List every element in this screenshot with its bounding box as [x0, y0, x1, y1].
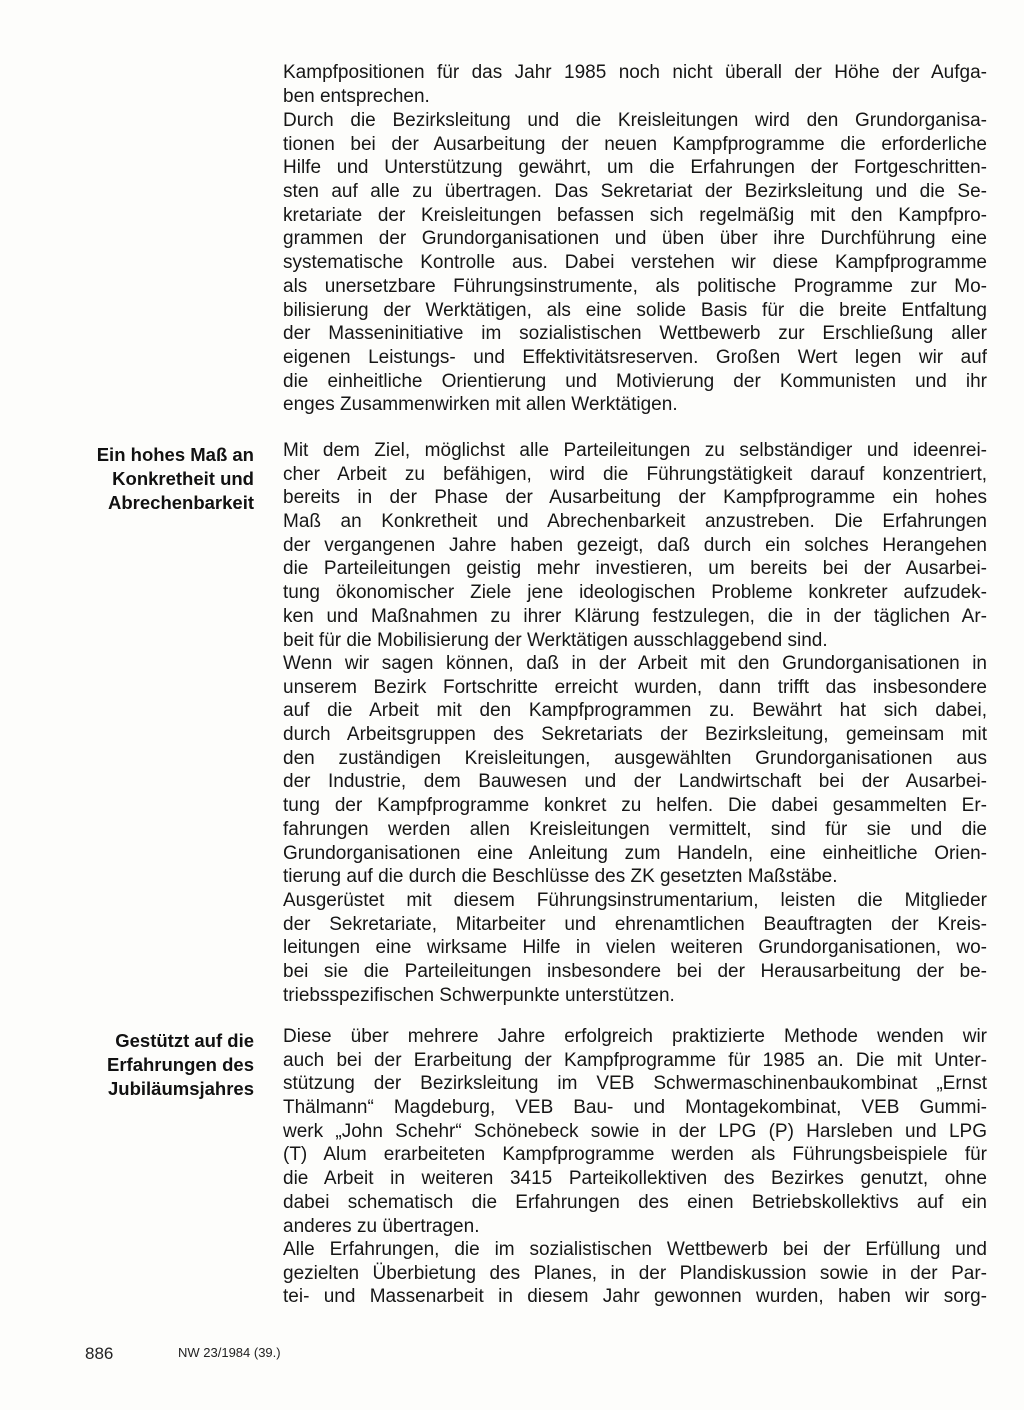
text-line: kretariate der Kreisleitungen befassen sich regelmäßig mit den Kampfpro- [283, 204, 987, 226]
text-line: tei- und Massenarbeit in diesem Jahr gewonnen wurden, haben wir sorg- [283, 1286, 987, 1308]
text-line: den zuständigen Kreisleitungen, ausgewählten Grundorganisationen aus [283, 747, 987, 769]
text-line: Thälmann“ Magdeburg, VEB Bau- und Montagekombinat, VEB Gummi- [283, 1097, 987, 1119]
text-line: bei sie die Parteileitungen insbesondere bei der Herausarbeitung der be- [283, 961, 987, 983]
text-line: tionen bei der Ausarbeitung der neuen Kampfprogramme die erforderliche [283, 133, 987, 155]
text-line: dabei schematisch die Erfahrungen des einen Betriebskollektivs auf ein [283, 1191, 987, 1213]
text-line: Alle Erfahrungen, die im sozialistischen Wettbewerb bei der Erfüllung und [283, 1239, 987, 1260]
text-line: sten auf alle zu übertragen. Das Sekretariat der Bezirksleitung und die Se- [283, 181, 987, 203]
margin-heading-line: Erfahrungen des [107, 1054, 254, 1075]
text-line: der Industrie, dem Bauwesen und der Landwirtschaft bei der Ausarbei- [283, 771, 987, 793]
paragraph-alle-erfahrungen [283, 1238, 987, 1309]
text-line: anderes zu übertragen. [283, 1215, 480, 1237]
text-line: als unersetzbare Führungsinstrumente, als politische Programme zur Mo- [283, 275, 987, 297]
margin-heading-jubilaeumsjahr [60, 1029, 254, 1101]
text-line: tung ökonomischer Ziele jene ideologischen Probleme konkreter aufzudek- [283, 582, 987, 604]
text-line: tierung auf die durch die Beschlüsse des ZK gesetzten Maßstäbe. [283, 866, 838, 888]
text-line: Maß an Konkretheit und Abrechenbarkeit anzustreben. Die Erfahrungen [283, 511, 987, 533]
text-line: gezielten Überbietung des Planes, in der Plandiskussion sowie in der Par- [283, 1262, 987, 1284]
paragraph-ausgeruestet [283, 889, 987, 1007]
margin-heading-konkretheit [60, 443, 254, 515]
text-line: leitungen eine wirksame Hilfe in vielen weiteren Grundorganisationen, wo- [283, 937, 987, 959]
text-line: tung der Kampfprogramme konkret zu helfen. Die dabei gesammelten Er- [283, 795, 987, 817]
text-line: Ausgerüstet mit diesem Führungsinstrumentarium, leisten die Mitglieder [283, 890, 987, 911]
margin-heading-line: Gestützt auf die [115, 1030, 254, 1051]
text-line: Durch die Bezirksleitung und die Kreisleitungen wird den Grundorganisa- [283, 110, 987, 131]
text-line: (T) Alum erarbeiteten Kampfprogramme werden als Führungsbeispiele für [283, 1144, 987, 1166]
text-line: grammen der Grundorganisationen und üben über ihre Durchführung eine [283, 228, 987, 250]
text-line: werk „John Schehr“ Schönebeck sowie in der LPG (P) Harsleben und LPG [283, 1120, 987, 1142]
text-line: die Parteileitungen geistig mehr investieren, um bereits bei der Ausarbei- [283, 558, 987, 580]
margin-heading-line: Ein hohes Maß an [96, 444, 254, 465]
text-line: ken und Maßnahmen zu ihrer Klärung festzulegen, die in der täglichen Ar- [283, 605, 987, 627]
text-line: der Masseninitiative im sozialistischen Wettbewerb zur Erschließung aller [283, 323, 987, 345]
margin-heading-line: Jubiläumsjahres [107, 1078, 254, 1099]
text-line: beit für die Mobilisierung der Werktätigen ausschlaggebend sind. [283, 629, 828, 651]
text-line: eigenen Leistungs- und Effektivitätsreserven. Großen Wert legen wir auf [283, 346, 987, 368]
paragraph-ziel [283, 439, 987, 652]
text-line: enges Zusammenwirken mit allen Werktätigen. [283, 394, 678, 416]
text-line: bilisierung der Werktätigen, als eine solide Basis für die breite Entfaltung [283, 299, 987, 321]
text-line: ben entsprechen. [283, 85, 430, 107]
text-line: die Arbeit in weiteren 3415 Parteikollektiven des Bezirkes genutzt, ohne [283, 1168, 987, 1190]
margin-heading-line: Konkretheit und [112, 468, 254, 489]
text-line: triebsspezifischen Schwerpunkte unterstützen. [283, 984, 675, 1006]
page-footer [85, 1344, 281, 1364]
text-line: auch bei der Erarbeitung der Kampfprogramme für 1985 an. Die mit Unter- [283, 1049, 987, 1071]
issue-reference: NW 23/1984 (39.) [178, 1345, 281, 1360]
text-line: Kampfpositionen für das Jahr 1985 noch nicht überall der Höhe der Aufga- [283, 62, 987, 83]
text-line: bereits in der Phase der Ausarbeitung der Kampfprogramme ein hohes [283, 487, 987, 509]
paragraph-bezirksleitung [283, 109, 987, 417]
margin-heading-line: Abrechenbarkeit [108, 492, 254, 513]
text-line: stützung der Bezirksleitung im VEB Schwermaschinenbaukombinat „Ernst [283, 1073, 987, 1095]
text-line: der Sekretariate, Mitarbeiter und ehrenamtlichen Beauftragten der Kreis- [283, 913, 987, 935]
text-line: fahrungen werden allen Kreisleitungen vermittelt, sind für sie und die [283, 818, 987, 840]
text-line: Mit dem Ziel, möglichst alle Parteileitungen zu selbständiger und ideenrei- [283, 440, 987, 461]
text-line: Grundorganisationen eine Anleitung zum Handeln, eine einheitliche Orien- [283, 842, 987, 864]
text-line: Diese über mehrere Jahre erfolgreich praktizierte Methode wenden wir [283, 1026, 987, 1047]
page-number: 886 [85, 1344, 114, 1363]
paragraph-methode [283, 1025, 987, 1238]
text-line: auf die Arbeit mit den Kampfprogrammen zu. Bewährt hat sich dabei, [283, 700, 987, 722]
text-line: durch Arbeitsgruppen des Sekretariats der Bezirksleitung, gemeinsam mit [283, 724, 987, 746]
text-line: unserem Bezirk Fortschritte erreicht wurden, dann trifft das insbesondere [283, 676, 987, 698]
text-line: systematische Kontrolle aus. Dabei verstehen wir diese Kampfprogramme [283, 252, 987, 274]
text-line: der vergangenen Jahre haben gezeigt, daß durch ein solches Herangehen [283, 534, 987, 556]
paragraph-intro-continuation [283, 61, 987, 108]
paragraph-fortschritte [283, 652, 987, 889]
text-line: cher Arbeit zu befähigen, wird die Führungstätigkeit darauf konzentriert, [283, 463, 987, 485]
text-line: Hilfe und Unterstützung gewährt, um die Erfahrungen der Fortgeschritten- [283, 157, 987, 179]
text-line: Wenn wir sagen können, daß in der Arbeit mit den Grundorganisationen in [283, 653, 987, 674]
text-line: die einheitliche Orientierung und Motivierung der Kommunisten und ihr [283, 370, 987, 392]
